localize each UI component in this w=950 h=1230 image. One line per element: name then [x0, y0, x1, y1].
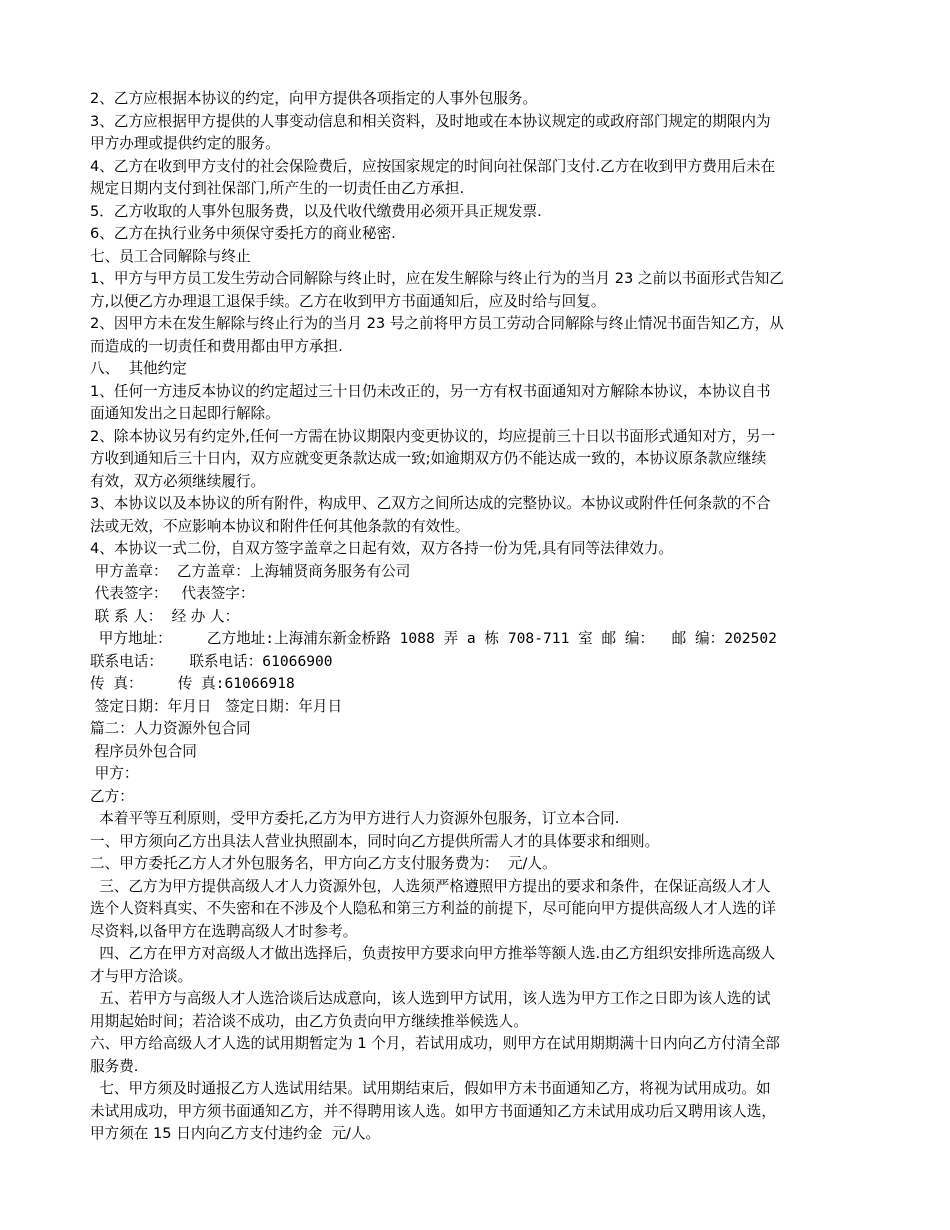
text-line: 3、乙方应根据甲方提供的人事变动信息和相关资料，及时地或在本协议规定的或政府部门规定的期限内为 [90, 113, 771, 130]
text-line: 四、乙方在甲方对高级人才做出选择后，负责按甲方要求向甲方推举等额人选.由乙方组织安排所选高级人 [90, 945, 776, 962]
text-line: 二、甲方委托乙方人才外包服务名，甲方向乙方支付服务费为： 元/人。 [90, 855, 557, 872]
text-line: 本着平等互利原则，受甲方委托,乙方为甲方进行人力资源外包服务，订立本合同. [90, 810, 620, 827]
text-line: 法或无效，不应影响本协议和附件任何其他条款的有效性。 [90, 518, 470, 535]
text-line: 甲方须在 15 日内向乙方支付违约金 元/人。 [90, 1125, 381, 1142]
text-line: 七、甲方须及时通报乙方人选试用结果。试用期结束后，假如甲方未书面通知乙方，将视为试用成功。如 [90, 1080, 771, 1097]
text-line: 面通知发出之日起即行解除。 [90, 405, 280, 422]
section-heading: 篇二：人力资源外包合同 [90, 720, 251, 737]
party-b-label: 乙方： [90, 788, 134, 805]
text-line: 甲方办理或提供约定的服务。 [90, 135, 280, 152]
text-line: 有效，双方必须继续履行。 [90, 473, 266, 490]
party-a-label: 甲方： [90, 765, 139, 782]
text-line: 2、因甲方未在发生解除与终止行为的当月 23 号之前将甲方员工劳动合同解除与终止情况书面告知乙方，从 [90, 315, 784, 332]
text-line: 三、乙方为甲方提供高级人才人力资源外包，人选须严格遵照甲方提出的要求和条件，在保证高级人才人 [90, 878, 771, 895]
text-line: 5．乙方收取的人事外包服务费，以及代收代缴费用必须开具正规发票. [90, 203, 542, 220]
contract-title: 程序员外包合同 [90, 743, 197, 760]
section-heading: 七、员工合同解除与终止 [90, 248, 251, 265]
text-line: 2、乙方应根据本协议的约定，向甲方提供各项指定的人事外包服务。 [90, 90, 538, 107]
date-line: 签定日期：年月日 签定日期：年月日 [90, 698, 343, 715]
text-line: 选个人资料真实、不失密和在不涉及个人隐私和第三方利益的前提下，尽可能向甲方提供高级人才人选的详 [90, 900, 776, 917]
fax-line: 传 真： 传 真:61066918 [90, 675, 295, 692]
text-line: 而造成的一切责任和费用都由甲方承担. [90, 338, 343, 355]
text-line: 规定日期内支付到社保部门,所产生的一切责任由乙方承担. [90, 180, 465, 197]
text-line: 未试用成功，甲方须书面通知乙方，并不得聘用该人选。如甲方书面通知乙方未试用成功后又聘用该人选， [90, 1103, 776, 1120]
text-line: 一、甲方须向乙方出具法人营业执照副本，同时向乙方提供所需人才的具体要求和细则。 [90, 833, 660, 850]
text-line: 4、本协议一式二份，自双方签字盖章之日起有效，双方各持一份为凭,具有同等法律效力。 [90, 540, 674, 557]
address-line: 甲方地址： 乙方地址:上海浦东新金桥路 1088 弄 a 栋 708-711 室 邮 编： 邮 编：202502 [90, 630, 777, 647]
text-line: 服务费. [90, 1058, 139, 1075]
signature-line: 联 系 人： 经 办 人： [90, 608, 240, 625]
text-line: 尽资料,以备甲方在选聘高级人才时参考。 [90, 923, 358, 940]
text-line: 3、本协议以及本协议的所有附件，构成甲、乙双方之间所达成的完整协议。本协议或附件任何条款的不合 [90, 495, 771, 512]
phone-line: 联系电话： 联系电话：61066900 [90, 653, 333, 670]
text-line: 方,以便乙方办理退工退保手续。乙方在收到甲方书面通知后，应及时给与回复。 [90, 293, 606, 310]
text-line: 4、乙方在收到甲方支付的社会保险费后，应按国家规定的时间向社保部门支付.乙方在收到甲方费用后未在 [90, 158, 776, 175]
section-heading: 八、 其他约定 [90, 360, 187, 377]
text-line: 1、甲方与甲方员工发生劳动合同解除与终止时，应在发生解除与终止行为的当月 23 之前以书面形式告知乙 [90, 270, 784, 287]
text-line: 1、任何一方违反本协议的约定超过三十日仍未改正的，另一方有权书面通知对方解除本协议，本协议自书 [90, 383, 771, 400]
text-line: 六、甲方给高级人才人选的试用期暂定为 1 个月，若试用成功，则甲方在试用期期满十日内向乙方付清全部 [90, 1035, 780, 1052]
text-line: 五、若甲方与高级人才人选洽谈后达成意向，该人选到甲方试用，该人选为甲方工作之日即为该人选的试 [90, 990, 771, 1007]
text-line: 才与甲方洽谈。 [90, 968, 193, 985]
text-line: 用期起始时间；若洽谈不成功，由乙方负责向甲方继续推举候选人。 [90, 1013, 528, 1030]
signature-line: 甲方盖章： 乙方盖章：上海辅贤商务服务有公司 [90, 563, 411, 580]
signature-line: 代表签字： 代表签字： [90, 585, 255, 602]
text-line: 方收到通知后三十日内，双方应就变更条款达成一致;如逾期双方仍不能达成一致的，本协议原条款应继续 [90, 450, 767, 467]
text-line: 2、除本协议另有约定外,任何一方需在协议期限内变更协议的，均应提前三十日以书面形式通知对方，另一 [90, 428, 776, 445]
text-line: 6、乙方在执行业务中须保守委托方的商业秘密. [90, 225, 396, 242]
